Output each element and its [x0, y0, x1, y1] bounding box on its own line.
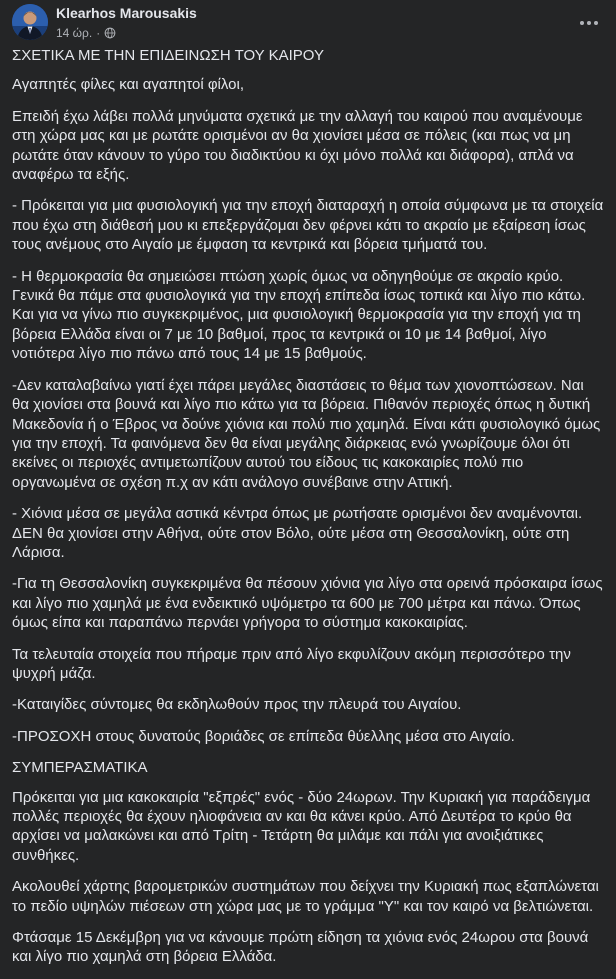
- post-paragraph: Τα τελευταία στοιχεία που πήραμε πριν από λίγο εκφυλίζουν ακόμη περισσότερο την ψυχρή μάζα.: [12, 645, 571, 682]
- post-paragraph: Ακολουθεί χάρτης βαρομετρικών συστημάτων που δείχνει την Κυριακή πως εξαπλώνεται το πεδίο υψηλών πιέσεων στη χώρα μας με το γράμμα "Υ" και τον καιρό να βελτιώνεται.: [12, 878, 599, 915]
- post-body: [12, 46, 604, 979]
- post-meta: [56, 26, 116, 40]
- post-paragraph: -ΠΡΟΣΟΧΗ στους δυνατούς βοριάδες σε επίπεδα θύελλης μέσα στο Αιγαίο.: [12, 727, 515, 745]
- post-paragraph: Επειδή έχω λάβει πολλά μηνύματα σχετικά με την αλλαγή του καιρού που αναμένουμε στη χώρα μας και με ρωτάτε ορισμένοι αν θα χιονίσει μέσα σε πόλεις (και πως να μη ρωτάτε όταν κάνουν το γύρο του διαδικτύου κι όχι μόνο πολλά και διάφορα), απλά να αναφέρω τα εξής.: [12, 107, 583, 184]
- post-heading: ΣΧΕΤΙΚΑ ΜΕ ΤΗΝ ΕΠΙΔΕΙΝΩΣΗ ΤΟΥ ΚΑΙΡΟΥ: [12, 47, 324, 64]
- post-paragraph: - Χιόνια μέσα σε μεγάλα αστικά κέντρα όπως με ρωτήσατε ορισμένοι δεν αναμένονται. ΔΕΝ θα χιονίσει στην Αθήνα, ούτε στον Βόλο, ούτε μέσα στη Θεσσαλονίκη, ούτε στη Λάρισα.: [12, 505, 583, 561]
- avatar[interactable]: [12, 4, 48, 40]
- more-options-icon: [579, 20, 599, 26]
- post-paragraph: - Πρόκειται για μια φυσιολογική για την εποχή διαταραχή η οποία σύμφωνα με τα στοιχεία που έχω στη διάθεσή μου κι επεξεργάζομαι δεν φέρνει κάτι το ακραίο με εξαίρεση ίσως τους ανέμους στο Αιγαίο με έμφαση τα κεντρικά και βόρεια τμήματά του.: [12, 197, 604, 254]
- post-subheading: ΣΥΜΠΕΡΑΣΜΑΤΙΚΑ: [12, 759, 148, 777]
- post-paragraph: - Η θερμοκρασία θα σημειώσει πτώση χωρίς όμως να οδηγηθούμε σε ακραίο κρύο. Γενικά θα πάμε στα φυσιολογικά για την εποχή επίπεδα ίσως τοπικά και λίγο πιο κάτω. Και για να γίνω πιο συγκεκριμένος, μια φυσιολογική θερμοκρασία για την εποχή για τη βόρεια Ελλάδα είναι οι 7 με 10 βαθμοί, προς τα κεντρικά οι 10 με 14 βαθμοί, λίγο νοτιότερα λίγο πιο πάνω από τους 14 με 15 βαθμούς.: [12, 267, 586, 363]
- post-paragraph: Πρόκειται για μια κακοκαιρία "εξπρές" ενός - δύο 24ωρων. Την Κυριακή για παράδειγμα πολλές περιοχές θα έχουν ηλιοφάνεια αν και θα κάνει κρύο. Από Δευτέρα το κρύο θα αρχίσει να μαλακώνει και από Τρίτη - Τετάρτη θα μιλάμε και πάλι για ανοιξιάτικες συνθήκες.: [12, 788, 591, 864]
- post-greeting: Αγαπητές φίλες και αγαπητοί φίλοι,: [12, 76, 245, 94]
- post-paragraph: -Καταιγίδες σύντομες θα εκδηλωθούν προς την πλευρά του Αιγαίου.: [12, 696, 462, 714]
- meta-separator: ·: [96, 26, 101, 40]
- post-time[interactable]: 14 ώρ.: [56, 26, 93, 40]
- post-paragraph: Φτάσαμε 15 Δεκέμβρη για να κάνουμε πρώτη είδηση τα χιόνια ενός 24ωρου στα βουνά και λίγο πιο χαμηλά στη βόρεια Ελλάδα.: [12, 929, 589, 966]
- post-header: [0, 0, 616, 46]
- globe-icon[interactable]: [104, 27, 116, 39]
- more-options-button[interactable]: [576, 10, 602, 36]
- author-name[interactable]: Klearhos Marousakis: [56, 5, 197, 21]
- post-paragraph: -Για τη Θεσσαλονίκη συγκεκριμένα θα πέσουν χιόνια για λίγο στα ορεινά πρόσκαιρα ίσως και λίγο πιο χαμηλά με ένα ενδεικτικό υψόμετρο τα 600 με 700 μέτρα και πάνω. Όπως όμως είπα και παραπάνω περνάει γρήγορα το σύστημα κακοκαιρίας.: [12, 575, 603, 632]
- post-paragraph: -Δεν καταλαβαίνω γιατί έχει πάρει μεγάλες διαστάσεις το θέμα των χιονοπτώσεων. Ναι θα χιονίσει στα βουνά και λίγο πιο κάτω για τα βόρεια. Πιθανόν περιοχές όπως η δυτική Μακεδονία ή ο Έβρος να δούνε χιόνια και πολύ πιο χαμηλά. Είναι κάτι φυσιολογικό όμως για την εποχή. Τα φαινόμενα δεν θα είναι μεγάλης διάρκειας ενώ γνωρίζουμε όλοι ότι εκείνες οι περιοχές αντιμετωπίζουν αυτού του είδους τις κακοκαιρίες πολύ πιο οργανωμένα σε σχέση π.χ αν κάτι ανάλογο συνέβαινε στην Αττική.: [12, 376, 601, 491]
- avatar-image: [12, 4, 48, 40]
